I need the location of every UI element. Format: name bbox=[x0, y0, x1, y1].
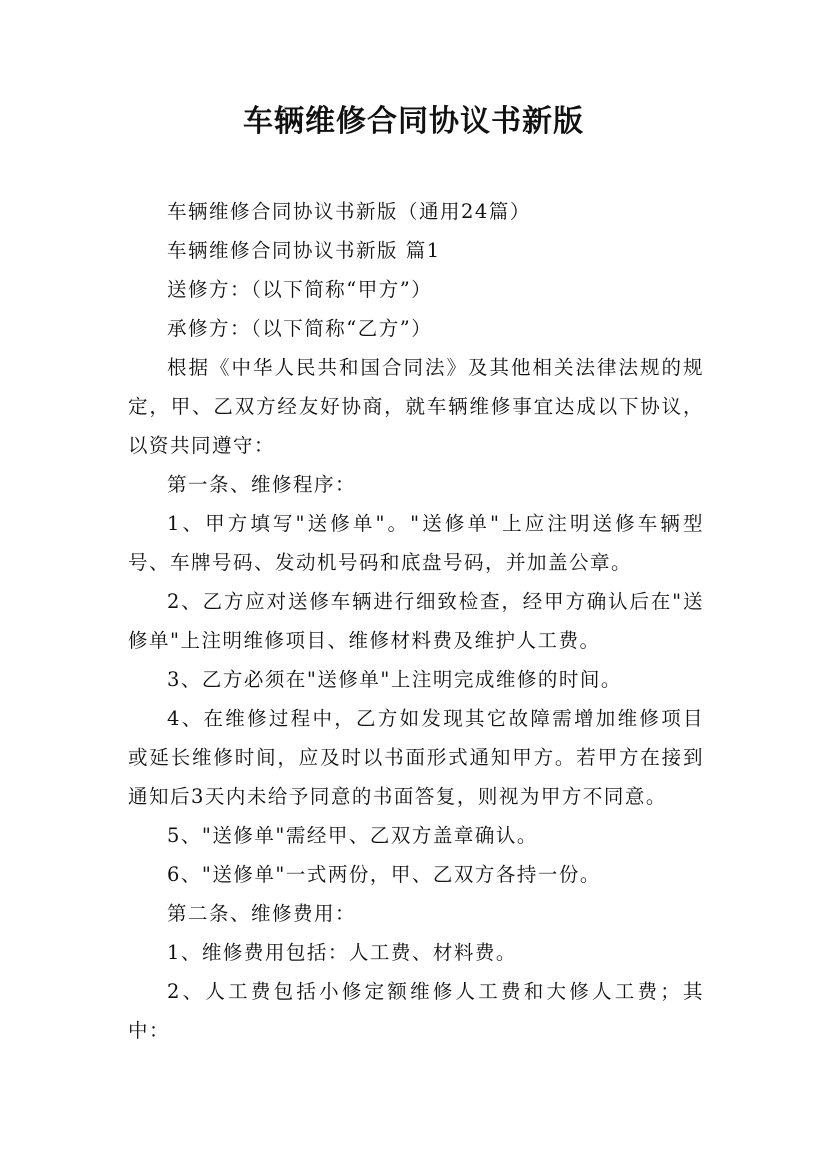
paragraph-section-heading: 车辆维修合同协议书新版 篇1 bbox=[167, 239, 441, 262]
paragraph-article-2-item-1: 1、维修费用包括：人工费、材料费。 bbox=[167, 941, 517, 964]
paragraph-article-2-item-2: 2、人工费包括小修定额维修人工费和大修人工费；其中： bbox=[128, 980, 704, 1042]
paragraph-preamble: 根据《中华人民共和国合同法》及其他相关法律法规的规定，甲、乙双方经友好协商，就车辆维修事宜达成以下协议，以资共同遵守： bbox=[128, 356, 704, 457]
paragraph-article-1-item-6: 6、"送修单"一式两份，甲、乙双方各持一份。 bbox=[167, 863, 601, 886]
paragraph-subtitle: 车辆维修合同协议书新版（通用24篇） bbox=[167, 200, 531, 223]
paragraph-article-1-item-4: 4、在维修过程中，乙方如发现其它故障需增加维修项目或延长维修时间，应及时以书面形式通知甲方。若甲方在接到通知后3天内未给予同意的书面答复，则视为甲方不同意。 bbox=[128, 707, 704, 808]
paragraph-party-b: 承修方：（以下简称“乙方”） bbox=[167, 317, 433, 340]
paragraph-article-2-heading: 第二条、维修费用： bbox=[167, 902, 357, 925]
paragraph-article-1-item-2: 2、乙方应对送修车辆进行细致检查，经甲方确认后在"送修单"上注明维修项目、维修材料费及维护人工费。 bbox=[128, 590, 704, 652]
document-body bbox=[128, 192, 704, 1050]
document-title: 车辆维修合同协议书新版 bbox=[243, 104, 584, 139]
paragraph-article-1-item-3: 3、乙方必须在"送修单"上注明完成维修的时间。 bbox=[167, 668, 622, 691]
paragraph-article-1-item-5: 5、"送修单"需经甲、乙双方盖章确认。 bbox=[167, 824, 538, 847]
paragraph-article-1-item-1: 1、甲方填写"送修单"。"送修单"上应注明送修车辆型号、车牌号码、发动机号码和底盘号码，并加盖公章。 bbox=[128, 512, 704, 574]
paragraph-party-a: 送修方：（以下简称“甲方”） bbox=[167, 278, 433, 301]
paragraph-article-1-heading: 第一条、维修程序： bbox=[167, 473, 357, 496]
